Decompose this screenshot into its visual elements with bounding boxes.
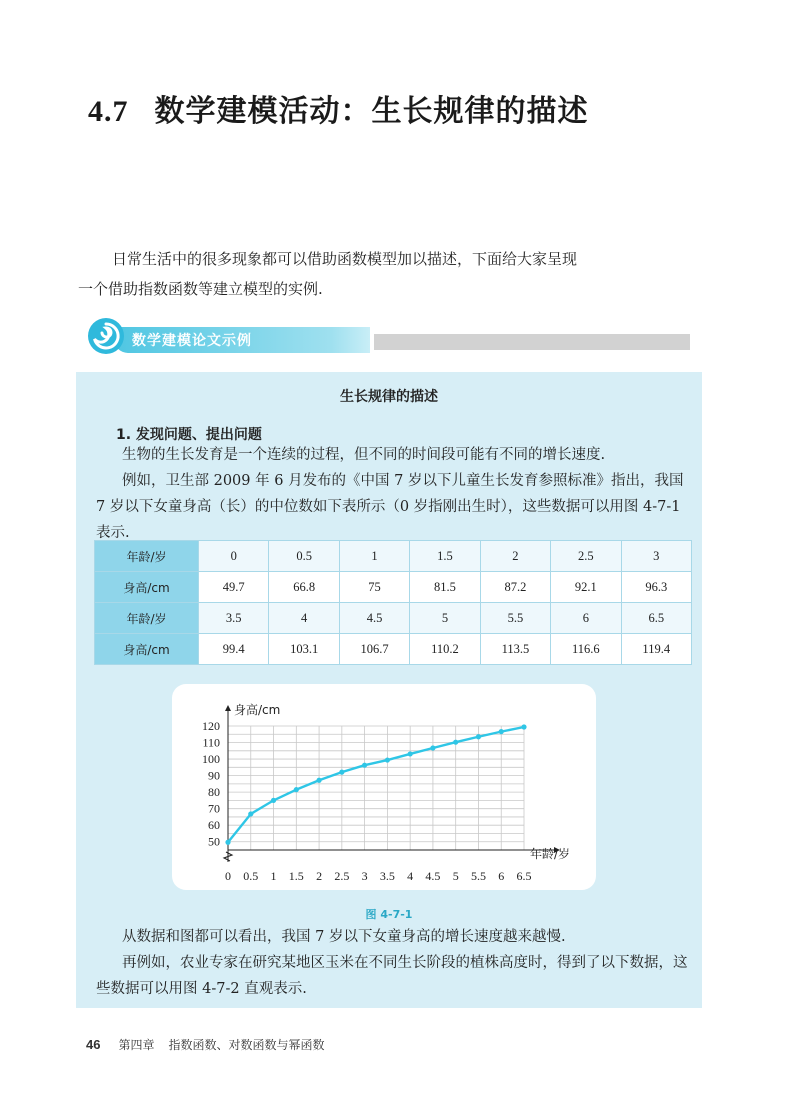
x-tick-label: 4.5 (425, 869, 441, 883)
x-tick-label: 1 (270, 869, 277, 883)
axis-break-mark (224, 852, 232, 861)
table-cell: 49.7 (199, 572, 269, 603)
page-footer (86, 1036, 325, 1053)
x-tick-label: 4 (407, 869, 414, 883)
table-cell: 2.5 (551, 541, 621, 572)
table-cell: 99.4 (199, 634, 269, 665)
table-cell: 75 (339, 572, 409, 603)
data-point (294, 787, 299, 792)
y-tick-label: 70 (208, 801, 220, 816)
data-point (339, 770, 344, 775)
table-cell: 96.3 (621, 572, 691, 603)
table-row-header: 身高/cm (95, 634, 199, 665)
section-heading-1: 1. 发现问题、提出问题 (116, 427, 262, 443)
x-tick-label: 3 (361, 869, 368, 883)
data-point (362, 763, 367, 768)
table-cell: 119.4 (621, 634, 691, 665)
table-cell: 3.5 (199, 603, 269, 634)
table-cell: 5 (410, 603, 480, 634)
section-number: 4.7 (88, 95, 129, 128)
paragraph-1: 生物的生长发育是一个连续的过程，但不同的时间段可能有不同的增长速度. (122, 447, 606, 463)
y-tick-label: 90 (208, 768, 220, 783)
table-row (95, 572, 692, 603)
table-cell: 113.5 (480, 634, 550, 665)
x-tick-label: 0 (225, 869, 231, 883)
x-tick-label: 6 (498, 869, 505, 883)
x-axis-title: 年龄/岁 (530, 847, 571, 861)
x-tick-label: 2 (316, 869, 323, 883)
data-point (499, 729, 504, 734)
section-banner (86, 316, 606, 356)
x-tick-label: 5 (452, 869, 459, 883)
y-tick-label: 50 (208, 834, 220, 849)
banner-label: 数学建模论文示例 (132, 333, 252, 349)
table-cell: 92.1 (551, 572, 621, 603)
data-point (385, 757, 390, 762)
x-tick-label: 5.5 (470, 869, 486, 883)
page-number: 46 (86, 1037, 101, 1052)
height-line-chart (172, 684, 596, 890)
x-tick-label: 3.5 (379, 869, 395, 883)
x-tick-label: 2.5 (334, 869, 350, 883)
table-row-header: 年龄/岁 (95, 541, 199, 572)
y-tick-label: 110 (202, 735, 220, 750)
table-cell: 6 (551, 603, 621, 634)
x-tick-label: 6.5 (516, 869, 532, 883)
chapter-title: 指数函数、对数函数与幂函数 (168, 1038, 325, 1052)
table-cell: 4.5 (339, 603, 409, 634)
data-point (316, 778, 321, 783)
data-point (271, 798, 276, 803)
section-title-text: 数学建模活动：生长规律的描述 (154, 94, 589, 129)
table-cell: 106.7 (339, 634, 409, 665)
y-tick-label: 100 (202, 752, 220, 767)
chart-card (172, 684, 596, 890)
data-point (408, 751, 413, 756)
table-cell: 5.5 (480, 603, 550, 634)
table-cell: 87.2 (480, 572, 550, 603)
data-point (521, 724, 526, 729)
data-point (430, 745, 435, 750)
table-row-header: 身高/cm (95, 572, 199, 603)
table-cell: 66.8 (269, 572, 339, 603)
table-cell: 3 (621, 541, 691, 572)
table-cell: 0 (199, 541, 269, 572)
table-cell: 103.1 (269, 634, 339, 665)
data-point (225, 840, 230, 845)
paragraph-4: 再例如，农业专家在研究某地区玉米在不同生长阶段的植株高度时，得到了以下数据，这些数据可以用图 4-7-2 直观表示. (96, 955, 688, 997)
table-cell: 0.5 (269, 541, 339, 572)
y-axis-arrow (225, 705, 231, 711)
data-point (476, 734, 481, 739)
table-row (95, 541, 692, 572)
paragraph-3: 从数据和图都可以看出，我国 7 岁以下女童身高的增长速度越来越慢. (122, 929, 566, 945)
x-tick-label: 0.5 (243, 869, 259, 883)
figure-caption: 图 4-7-1 (365, 908, 413, 921)
paragraph-2: 例如，卫生部 2009 年 6 月发布的《中国 7 岁以下儿童生长发育参照标准》指出，我国 7 岁以下女童身高（长）的中位数如下表所示（0 岁指刚出生时），这些数据可以用图 4-7-1 表示. (96, 473, 684, 541)
chapter-label: 第四章 (118, 1038, 155, 1052)
paper-title: 生长规律的描述 (340, 389, 438, 405)
intro-line-2: 一个借助指数函数等建立模型的实例. (78, 280, 323, 298)
y-tick-label: 80 (208, 785, 220, 800)
y-tick-label: 60 (208, 818, 220, 833)
y-axis-title: 身高/cm (234, 703, 281, 717)
table-cell: 110.2 (410, 634, 480, 665)
table-row (95, 634, 692, 665)
table-row-header: 年龄/岁 (95, 603, 199, 634)
data-point (248, 811, 253, 816)
intro-paragraph (78, 244, 638, 304)
table-cell: 6.5 (621, 603, 691, 634)
x-tick-label: 1.5 (288, 869, 304, 883)
table-cell: 116.6 (551, 634, 621, 665)
data-point (453, 740, 458, 745)
table-row (95, 603, 692, 634)
spiral-logo-icon (86, 316, 126, 356)
example-paper-box (76, 372, 702, 1008)
table-cell: 2 (480, 541, 550, 572)
height-data-table (94, 540, 692, 665)
table-cell: 1.5 (410, 541, 480, 572)
table-cell: 81.5 (410, 572, 480, 603)
banner-bar (374, 334, 690, 350)
page-title (88, 86, 589, 130)
table-cell: 1 (339, 541, 409, 572)
y-tick-label: 120 (202, 719, 220, 733)
intro-line-1: 日常生活中的很多现象都可以借助函数模型加以描述，下面给大家呈现 (112, 250, 578, 268)
table-cell: 4 (269, 603, 339, 634)
